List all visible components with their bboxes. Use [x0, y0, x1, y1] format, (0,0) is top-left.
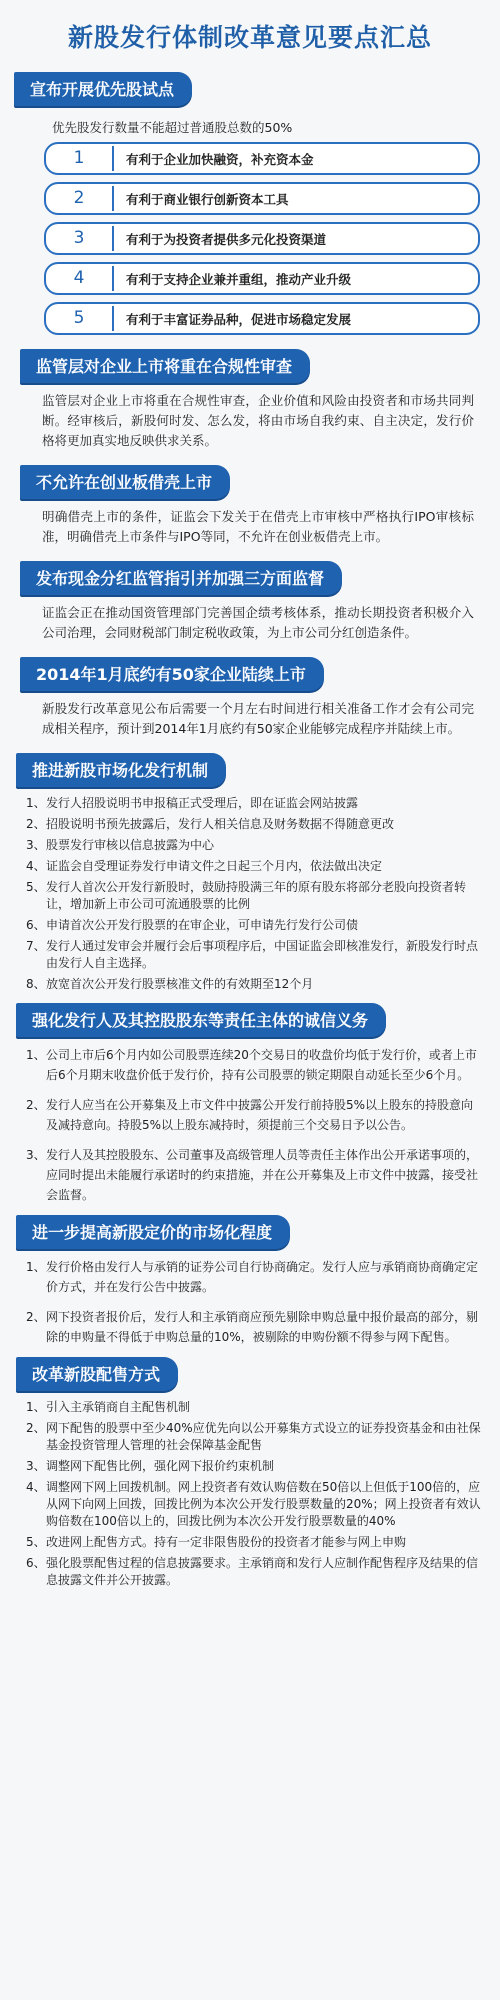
- item-number: 5、: [26, 880, 46, 894]
- item-text: 发行价格由发行人与承销的证券公司自行协商确定。发行人应与承销商协商确定定价方式，并在发行公告中披露。: [46, 1260, 479, 1294]
- section-heading: 监管层对企业上市将重在合规性审查: [20, 349, 310, 383]
- item-number: 3、: [26, 1459, 46, 1473]
- item-number: 7、: [26, 939, 46, 953]
- item-number: 1、: [26, 1260, 46, 1274]
- mechanism-list: [26, 795, 482, 993]
- section-preferred-stock: [0, 72, 500, 335]
- item-number: 8、: [26, 977, 46, 991]
- section-text: 明确借壳上市的条件，证监会下发关于在借壳上市审核中严格执行IPO审核标准，明确借壳上市条件与IPO等同，不允许在创业板借壳上市。: [42, 509, 474, 544]
- list-item: [26, 1555, 482, 1589]
- benefit-text: 有利于商业银行创新资本工具: [126, 191, 289, 207]
- section-backdoor-listing: [0, 465, 500, 547]
- item-text: 调整网下配售比例，强化网下报价约束机制: [46, 1459, 275, 1473]
- section-compliance-review: [0, 349, 500, 451]
- section-heading: 发布现金分红监管指引并加强三方面监督: [20, 561, 342, 595]
- benefit-text: 有利于为投资者提供多元化投资渠道: [126, 231, 327, 247]
- section-integrity-obligations: [0, 1003, 500, 1205]
- item-number: 2、: [26, 1421, 46, 1435]
- item-text: 发行人通过发审会并履行会后事项程序后，中国证监会即核准发行，新股发行时点由发行人自主选择。: [46, 939, 479, 970]
- benefit-number: 4: [46, 266, 114, 291]
- allocation-list: [26, 1399, 482, 1589]
- list-item: [26, 879, 482, 913]
- section-dividend-guidance: [0, 561, 500, 643]
- item-number: 3、: [26, 1148, 46, 1162]
- page-title: 新股发行体制改革意见要点汇总: [67, 23, 432, 52]
- section-lead: 优先股发行数量不能超过普通股总数的50%: [52, 120, 293, 135]
- item-number: 5、: [26, 1535, 46, 1549]
- section-heading: 不允许在创业板借壳上市: [20, 465, 230, 499]
- list-item: [26, 1420, 482, 1454]
- benefit-list: [44, 142, 480, 335]
- benefit-item: [44, 182, 480, 215]
- list-item: [26, 1095, 482, 1135]
- section-heading: 改革新股配售方式: [16, 1357, 178, 1391]
- list-item: [26, 1458, 482, 1475]
- item-text: 股票发行审核以信息披露为中心: [46, 838, 215, 852]
- section-listing-forecast: [0, 657, 500, 739]
- obligation-list: [26, 1045, 482, 1205]
- item-text: 发行人招股说明书申报稿正式受理后，即在证监会网站披露: [46, 796, 359, 810]
- list-item: [26, 1045, 482, 1085]
- item-text: 放宽首次公开发行股票核准文件的有效期至12个月: [46, 977, 314, 991]
- section-pricing: [0, 1215, 500, 1347]
- item-number: 1、: [26, 796, 46, 810]
- item-text: 调整网下网上回拨机制。网上投资者有效认购倍数在50倍以上但低于100倍的，应从网下向网上回拨，回拨比例为本次公开发行股票数量的20%；网上投资者有效认购倍数在100倍以上的，回拨比例为本次公开发行股票数量的40%: [46, 1480, 481, 1528]
- benefit-text: 有利于丰富证券品种，促进市场稳定发展: [126, 311, 352, 327]
- benefit-item: [44, 142, 480, 175]
- item-text: 强化股票配售过程的信息披露要求。主承销商和发行人应制作配售程序及结果的信息披露文件并公开披露。: [46, 1556, 479, 1587]
- item-text: 引入主承销商自主配售机制: [46, 1400, 191, 1414]
- list-item: [26, 837, 482, 854]
- section-text: 新股发行改革意见公布后需要一个月左右时间进行相关准备工作才会有公司完成相关程序，预计到2014年1月底约有50家企业能够完成程序并陆续上市。: [42, 701, 474, 736]
- item-number: 6、: [26, 918, 46, 932]
- item-number: 2、: [26, 817, 46, 831]
- item-text: 网下投资者报价后，发行人和主承销商应预先剔除申购总量中报价最高的部分，剔除的申购量不得低于申购总量的10%，被剔除的申购份额不得参与网下配售。: [46, 1310, 479, 1344]
- benefit-number: 5: [46, 306, 114, 331]
- list-item: [26, 858, 482, 875]
- item-text: 招股说明书预先披露后，发行人相关信息及财务数据不得随意更改: [46, 817, 395, 831]
- item-number: 6、: [26, 1556, 46, 1570]
- item-text: 发行人应当在公开募集及上市文件中披露公开发行前持股5%以上股东的持股意向及减持意向。持股5%以上股东减持时，须提前三个交易日予以公告。: [46, 1098, 474, 1132]
- item-text: 发行人及其控股股东、公司董事及高级管理人员等责任主体作出公开承诺事项的，应同时提出未能履行承诺时的约束措施，并在公开募集及上市文件中披露，接受社会监督。: [46, 1148, 479, 1202]
- item-text: 改进网上配售方式。持有一定非限售股份的投资者才能参与网上申购: [46, 1535, 407, 1549]
- benefit-number: 2: [46, 186, 114, 211]
- section-heading: 宣布开展优先股试点: [14, 72, 192, 106]
- item-number: 2、: [26, 1310, 46, 1324]
- section-heading: 进一步提高新股定价的市场化程度: [16, 1215, 290, 1249]
- benefit-number: 3: [46, 226, 114, 251]
- section-heading: 2014年1月底约有50家企业陆续上市: [20, 657, 324, 691]
- item-text: 证监会自受理证券发行申请文件之日起三个月内，依法做出决定: [46, 859, 383, 873]
- list-item: [26, 795, 482, 812]
- item-text: 网下配售的股票中至少40%应优先向以公开募集方式设立的证券投资基金和由社保基金投资管理人管理的社会保障基金配售: [46, 1421, 481, 1452]
- list-item: [26, 1534, 482, 1551]
- list-item: [26, 917, 482, 934]
- item-number: 2、: [26, 1098, 46, 1112]
- benefit-number: 1: [46, 146, 114, 171]
- benefit-item: [44, 262, 480, 295]
- list-item: [26, 1145, 482, 1205]
- list-item: [26, 1257, 482, 1297]
- list-item: [26, 1399, 482, 1416]
- list-item: [26, 976, 482, 993]
- list-item: [26, 1307, 482, 1347]
- list-item: [26, 938, 482, 972]
- item-text: 发行人首次公开发行新股时，鼓励持股满三年的原有股东将部分老股向投资者转让，增加新上市公司可流通股票的比例: [46, 880, 467, 911]
- section-allocation: [0, 1357, 500, 1589]
- item-text: 申请首次公开发行股票的在审企业，可申请先行发行公司债: [46, 918, 359, 932]
- list-item: [26, 1479, 482, 1530]
- item-number: 3、: [26, 838, 46, 852]
- section-market-mechanism: [0, 753, 500, 993]
- list-item: [26, 816, 482, 833]
- item-number: 4、: [26, 1480, 46, 1494]
- section-text: 监管层对企业上市将重在合规性审查，企业价值和风险由投资者和市场共同判断。经审核后，新股何时发、怎么发，将由市场自我约束、自主决定，发行价格将更加真实地反映供求关系。: [42, 393, 474, 448]
- item-number: 1、: [26, 1048, 46, 1062]
- benefit-item: [44, 222, 480, 255]
- section-heading: 推进新股市场化发行机制: [16, 753, 226, 787]
- benefit-text: 有利于支持企业兼并重组，推动产业升级: [126, 271, 352, 287]
- pricing-list: [26, 1257, 482, 1347]
- benefit-item: [44, 302, 480, 335]
- section-heading: 强化发行人及其控股股东等责任主体的诚信义务: [16, 1003, 386, 1037]
- item-text: 公司上市后6个月内如公司股票连续20个交易日的收盘价均低于发行价，或者上市后6个月期末收盘价低于发行价，持有公司股票的锁定期限自动延长至少6个月。: [46, 1048, 477, 1082]
- item-number: 4、: [26, 859, 46, 873]
- section-text: 证监会正在推动国资管理部门完善国企绩考核体系，推动长期投资者积极介入公司治理，会同财税部门制定税收政策，为上市公司分红创造条件。: [42, 605, 474, 640]
- item-number: 1、: [26, 1400, 46, 1414]
- benefit-text: 有利于企业加快融资，补充资本金: [126, 151, 314, 167]
